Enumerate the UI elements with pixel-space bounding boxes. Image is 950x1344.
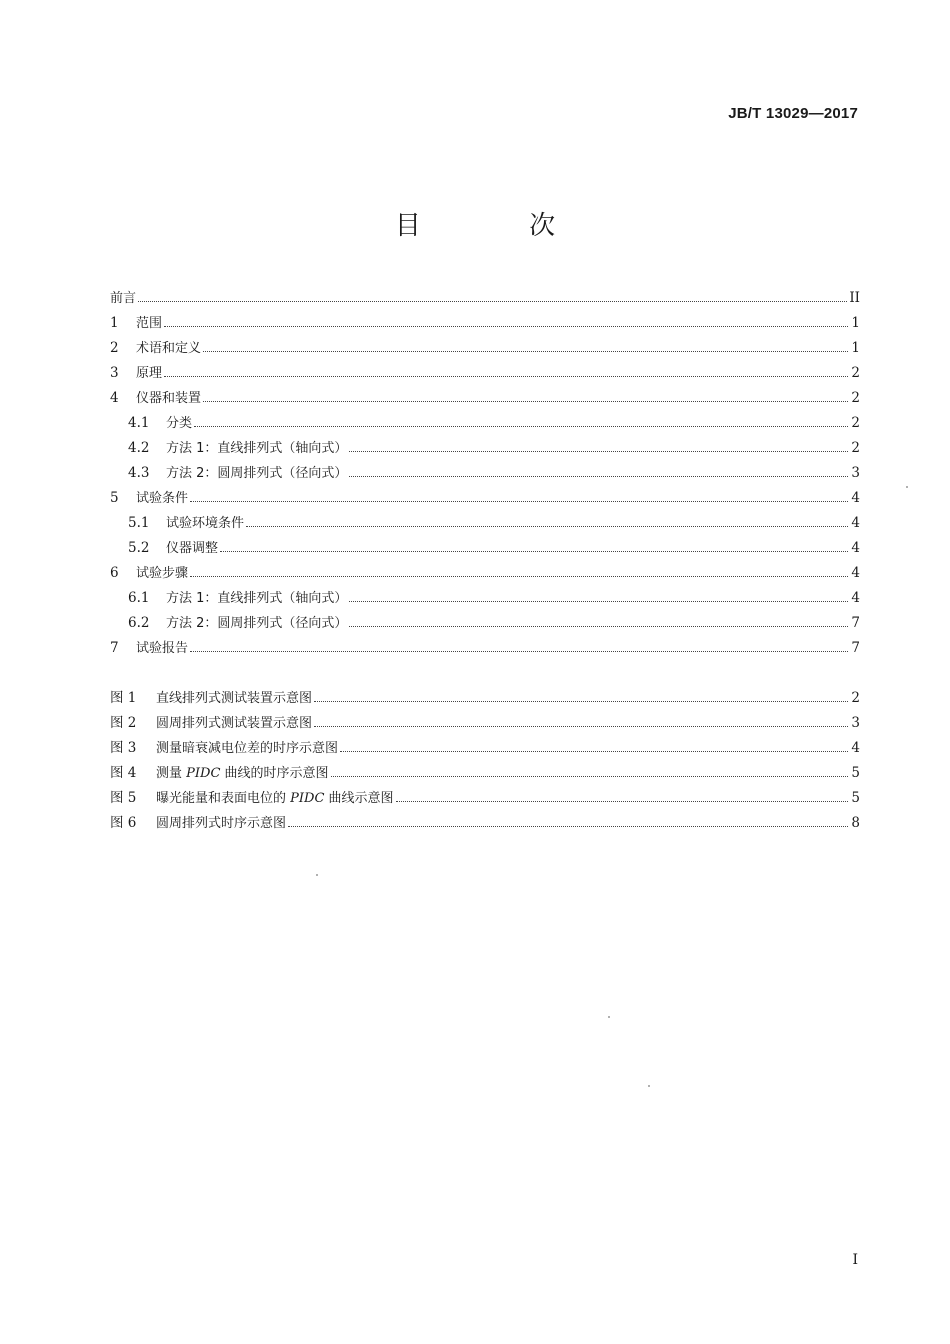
dot-leader	[314, 725, 848, 727]
figure-entry-label: 测量暗衰减电位差的时序示意图	[156, 741, 339, 756]
toc-entry[interactable]	[110, 586, 860, 611]
figure-entry-page: 5	[851, 790, 860, 806]
toc-entry-page: 4	[851, 565, 860, 581]
toc-entry-number: 5	[110, 490, 119, 506]
scan-speck	[648, 1085, 650, 1087]
dot-leader	[190, 650, 848, 652]
toc-entry-label: 方法 1：直线排列式（轴向式）	[166, 591, 348, 606]
toc-entry[interactable]	[110, 411, 860, 436]
toc-entry-number: 7	[110, 640, 119, 656]
toc-entry-number: 1	[110, 315, 119, 331]
toc-entry-number: 4.2	[128, 440, 150, 456]
figure-entry[interactable]	[110, 786, 860, 811]
toc-entry-page: II	[849, 290, 860, 306]
figure-entry[interactable]	[110, 711, 860, 736]
toc-entry-number: 3	[110, 365, 119, 381]
toc-entry-number: 4	[110, 390, 119, 406]
figure-entry-page: 4	[851, 740, 860, 756]
figure-entry-label	[156, 786, 394, 811]
toc-entry[interactable]	[110, 311, 860, 336]
dot-leader	[349, 625, 848, 627]
toc-entry-number: 4.3	[128, 465, 150, 481]
figure-entry-page: 5	[851, 765, 860, 781]
figure-entry-label: 直线排列式测试装置示意图	[156, 691, 313, 706]
toc-entry[interactable]	[110, 436, 860, 461]
toc-entry-label: 试验环境条件	[166, 516, 245, 531]
dot-leader	[340, 750, 848, 752]
dot-leader	[349, 600, 848, 602]
toc-entry-label: 方法 1：直线排列式（轴向式）	[166, 441, 348, 456]
toc-entry-label: 前言	[110, 291, 137, 306]
figure-entry-label: 圆周排列式测试装置示意图	[156, 716, 313, 731]
toc-entry[interactable]	[110, 361, 860, 386]
dot-leader	[349, 450, 848, 452]
dot-leader	[314, 700, 848, 702]
toc-entry-label: 范围	[136, 316, 163, 331]
dot-leader	[164, 325, 848, 327]
figure-entry[interactable]	[110, 686, 860, 711]
figure-entry-label-italic: PIDC	[290, 791, 325, 806]
dot-leader	[138, 300, 847, 302]
toc-entry-label: 原理	[136, 366, 163, 381]
figure-entry-label	[156, 761, 329, 786]
dot-leader	[190, 500, 848, 502]
figure-entry[interactable]	[110, 811, 860, 836]
toc-entry-number: 2	[110, 340, 119, 356]
figure-entry-number: 图 2	[110, 715, 137, 731]
scan-speck	[906, 486, 908, 488]
toc-entry-page: 1	[851, 340, 860, 356]
toc-entry-label: 试验报告	[136, 641, 189, 656]
toc-entry-page: 1	[851, 315, 860, 331]
dot-leader	[349, 475, 848, 477]
figure-entry-number: 图 6	[110, 815, 137, 831]
dot-leader	[203, 400, 848, 402]
toc-entry-label: 试验条件	[136, 491, 189, 506]
scan-speck	[608, 1016, 610, 1018]
figure-entry-page: 8	[851, 815, 860, 831]
figure-entry-label-part: 测量	[156, 766, 187, 781]
dot-leader	[190, 575, 848, 577]
figure-entry[interactable]	[110, 761, 860, 786]
toc-entry[interactable]	[110, 611, 860, 636]
toc-entry-number: 5.1	[128, 515, 150, 531]
dot-leader	[203, 350, 848, 352]
toc-entry[interactable]	[110, 561, 860, 586]
toc-entry-page: 4	[851, 540, 860, 556]
dot-leader	[288, 825, 848, 827]
toc-entry-page: 4	[851, 590, 860, 606]
toc-entry[interactable]	[110, 536, 860, 561]
toc-entry-page: 4	[851, 490, 860, 506]
toc-entry-label: 术语和定义	[136, 341, 202, 356]
toc-entry[interactable]	[110, 636, 860, 661]
toc-entry-number: 5.2	[128, 540, 150, 556]
figure-entry-page: 2	[851, 690, 860, 706]
page-title: 目 次	[394, 211, 606, 241]
toc-entry-label: 仪器和装置	[136, 391, 202, 406]
figure-entry-label-part: 曲线的时序示意图	[220, 766, 329, 781]
toc-entry[interactable]	[110, 461, 860, 486]
dot-leader	[220, 550, 848, 552]
figure-entry-label-part: 曝光能量和表面电位的	[156, 791, 291, 806]
toc-entry[interactable]	[110, 286, 860, 311]
toc-entry-page: 3	[851, 465, 860, 481]
toc-entry[interactable]	[110, 511, 860, 536]
dot-leader	[164, 375, 848, 377]
scan-speck	[316, 874, 318, 876]
dot-leader	[194, 425, 848, 427]
toc-entry-label: 方法 2：圆周排列式（径向式）	[166, 466, 348, 481]
toc-entry-number: 6	[110, 565, 119, 581]
toc-entry-page: 7	[851, 640, 860, 656]
figure-entry-number: 图 3	[110, 740, 137, 756]
toc-entry[interactable]	[110, 336, 860, 361]
toc-entry-page: 4	[851, 515, 860, 531]
toc-entry-page: 2	[851, 415, 860, 431]
figure-entry-page: 3	[851, 715, 860, 731]
document-code: JB/T 13029—2017	[728, 105, 858, 122]
figure-entry-number: 图 1	[110, 690, 137, 706]
figure-entry-label-italic: PIDC	[186, 766, 221, 781]
figure-entry[interactable]	[110, 736, 860, 761]
table-of-contents	[110, 286, 860, 661]
toc-entry-number: 6.1	[128, 590, 150, 606]
toc-entry[interactable]	[110, 386, 860, 411]
toc-entry-label: 试验步骤	[136, 566, 189, 581]
toc-entry-page: 7	[851, 615, 860, 631]
toc-entry-label: 仪器调整	[166, 541, 219, 556]
figure-entry-number: 图 4	[110, 765, 137, 781]
dot-leader	[331, 775, 848, 777]
toc-entry[interactable]	[110, 486, 860, 511]
dot-leader	[396, 800, 848, 802]
toc-entry-number: 6.2	[128, 615, 150, 631]
figure-list	[110, 686, 860, 836]
figure-entry-label: 圆周排列式时序示意图	[156, 816, 287, 831]
toc-entry-label: 方法 2：圆周排列式（径向式）	[166, 616, 348, 631]
toc-entry-page: 2	[851, 365, 860, 381]
toc-entry-number: 4.1	[128, 415, 150, 431]
figure-entry-number: 图 5	[110, 790, 137, 806]
toc-entry-page: 2	[851, 440, 860, 456]
page-number: I	[852, 1252, 858, 1268]
toc-entry-label: 分类	[166, 416, 193, 431]
dot-leader	[246, 525, 848, 527]
toc-entry-page: 2	[851, 390, 860, 406]
figure-entry-label-part: 曲线示意图	[324, 791, 394, 806]
